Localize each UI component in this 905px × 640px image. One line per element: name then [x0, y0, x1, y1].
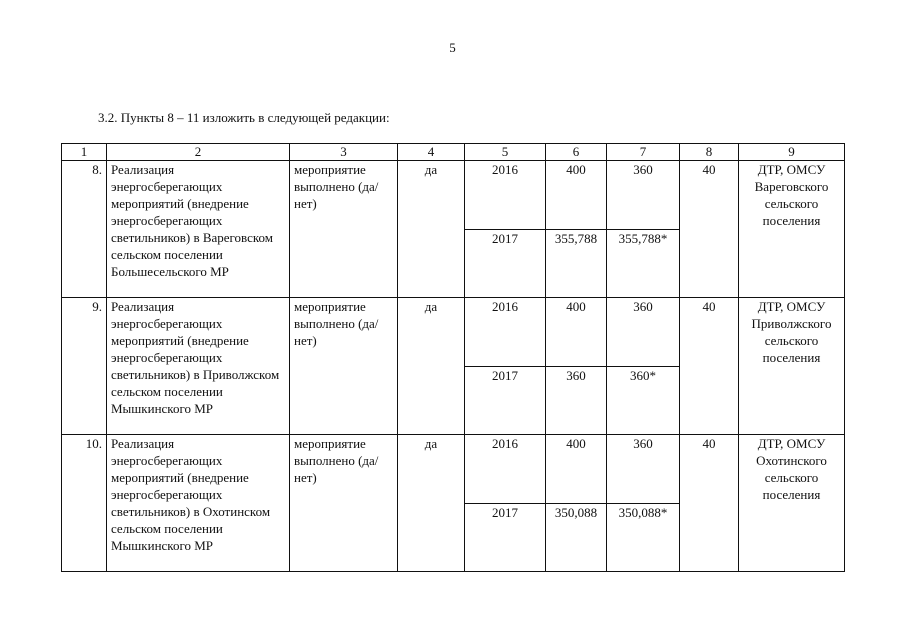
total-cell: 400	[546, 161, 607, 230]
column-header: 5	[465, 144, 546, 161]
row-number: 9.	[62, 298, 107, 435]
column-header: 4	[398, 144, 465, 161]
measure-name: Реализация энергосберегающих мероприятий (внедрение энергосберегающих светильников) в Охотинском сельском поселении Мышкинского МР	[107, 435, 290, 572]
total-cell: 350,088	[546, 503, 607, 572]
table-row	[62, 161, 845, 230]
indicator: мероприятие выполнено (да/нет)	[290, 435, 398, 572]
local-cell: 40	[680, 435, 739, 504]
year-cell: 2016	[465, 298, 546, 367]
local-cell: 40	[680, 161, 739, 230]
local-cell	[680, 229, 739, 298]
measure-name: Реализация энергосберегающих мероприятий (внедрение энергосберегающих светильников) в Приволжском сельском поселении Мышкинского МР	[107, 298, 290, 435]
table-row	[62, 298, 845, 367]
total-cell: 355,788	[546, 229, 607, 298]
executor: ДТР, ОМСУ Вареговского сельского поселения	[739, 161, 845, 298]
measure-name: Реализация энергосберегающих мероприятий (внедрение энергосберегающих светильников) в Вареговском сельском поселении Большесельского МР	[107, 161, 290, 298]
indicator-value: да	[398, 435, 465, 572]
total-cell: 400	[546, 435, 607, 504]
regional-cell: 360	[607, 161, 680, 230]
regional-cell: 360	[607, 298, 680, 367]
row-number: 8.	[62, 161, 107, 298]
total-cell: 360	[546, 366, 607, 435]
column-header: 3	[290, 144, 398, 161]
section-heading: 3.2. Пункты 8 – 11 изложить в следующей редакции:	[98, 110, 390, 125]
column-header: 2	[107, 144, 290, 161]
column-header: 1	[62, 144, 107, 161]
page-number: 5	[449, 40, 456, 55]
local-cell	[680, 503, 739, 572]
year-cell: 2017	[465, 503, 546, 572]
row-number: 10.	[62, 435, 107, 572]
executor: ДТР, ОМСУ Охотинского сельского поселения	[739, 435, 845, 572]
column-header: 7	[607, 144, 680, 161]
year-cell: 2017	[465, 366, 546, 435]
total-cell: 400	[546, 298, 607, 367]
year-cell: 2017	[465, 229, 546, 298]
year-cell: 2016	[465, 161, 546, 230]
indicator: мероприятие выполнено (да/нет)	[290, 298, 398, 435]
regional-cell: 355,788*	[607, 229, 680, 298]
table-header-row	[62, 144, 845, 161]
regional-cell: 360*	[607, 366, 680, 435]
measures-table	[61, 143, 845, 572]
indicator-value: да	[398, 298, 465, 435]
table-row	[62, 435, 845, 504]
indicator-value: да	[398, 161, 465, 298]
year-cell: 2016	[465, 435, 546, 504]
executor: ДТР, ОМСУ Приволжского сельского поселения	[739, 298, 845, 435]
local-cell	[680, 366, 739, 435]
local-cell: 40	[680, 298, 739, 367]
column-header: 6	[546, 144, 607, 161]
indicator: мероприятие выполнено (да/нет)	[290, 161, 398, 298]
regional-cell: 350,088*	[607, 503, 680, 572]
regional-cell: 360	[607, 435, 680, 504]
column-header: 8	[680, 144, 739, 161]
column-header: 9	[739, 144, 845, 161]
